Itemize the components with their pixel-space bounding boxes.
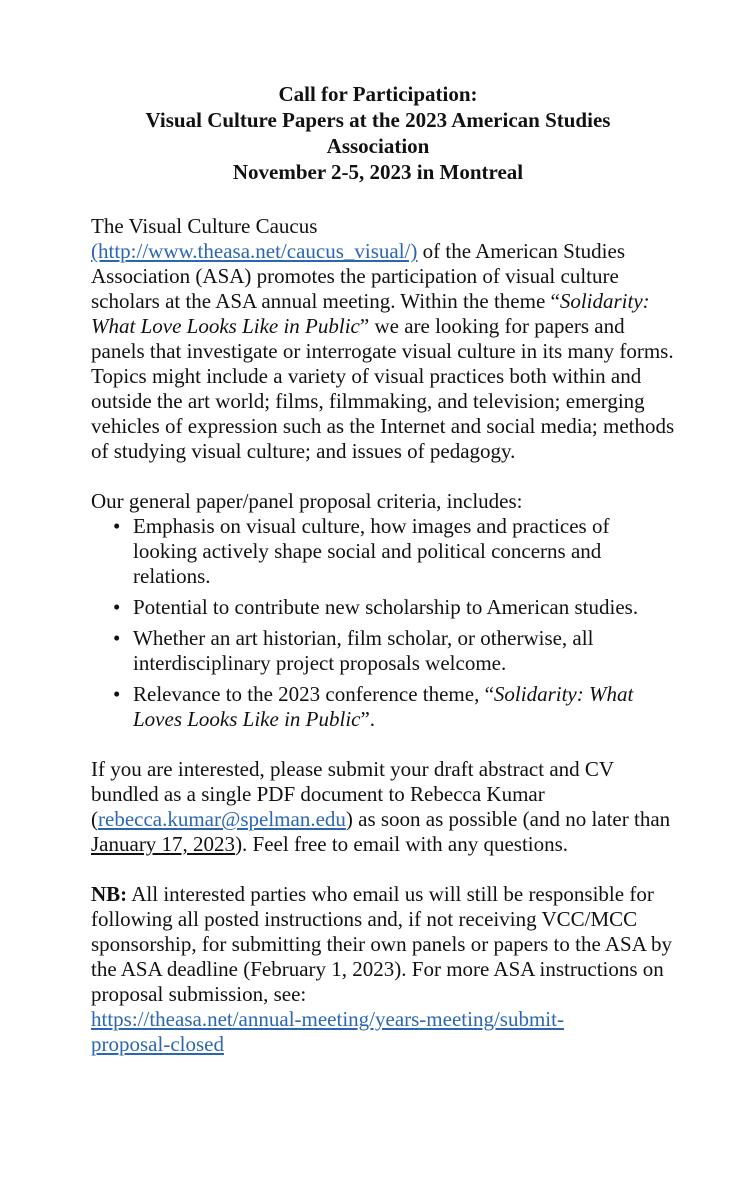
bullet-icon: • — [113, 682, 121, 706]
caucus-link[interactable]: (http://www.theasa.net/caucus_visual/) — [91, 239, 418, 263]
bullet-1-rest: looking actively shape social and political concerns and relations. — [133, 539, 602, 588]
bullet-4-end: ”. — [360, 707, 376, 731]
proposal-link-line-1[interactable]: https://theasa.net/annual-meeting/years-meeting/submit- — [91, 1007, 564, 1031]
criteria-bullet-2 — [91, 595, 681, 620]
email-link[interactable]: rebecca.kumar@spelman.edu — [98, 807, 346, 831]
note-paragraph — [91, 882, 681, 1057]
bullet-icon: • — [113, 595, 121, 619]
criteria-heading: Our general paper/panel proposal criteria, includes: — [91, 489, 523, 513]
note-label: NB: — [91, 882, 128, 906]
submit-text-1: If you are interested, please submit your draft abstract and CV bundled as a single PDF document to Rebecca Kumar ( — [91, 757, 614, 831]
deadline-date: January 17, 2023 — [91, 832, 236, 856]
bullet-icon: • — [113, 626, 121, 650]
intro-text-1: The Visual Culture Caucus — [91, 214, 318, 238]
criteria-bullet-1 — [91, 514, 681, 589]
title-line-4: November 2-5, 2023 in Montreal — [232, 160, 524, 184]
proposal-link[interactable] — [91, 1007, 564, 1056]
title-line-1: Call for Participation: — [278, 82, 478, 106]
bullet-4-theme-2: Loves Looks Like in Public — [133, 707, 361, 731]
criteria-bullet-3 — [91, 626, 681, 676]
submit-text-2: ) as soon as possible (and no later than — [345, 807, 671, 831]
bullet-1-first: Emphasis on visual culture, how images and practices of — [133, 514, 610, 538]
proposal-link-line-2[interactable]: proposal-closed — [91, 1032, 224, 1056]
bullet-4-text: Relevance to the 2023 conference theme, “ — [133, 682, 494, 706]
bullet-3-first: Whether an art historian, film scholar, or otherwise, all — [133, 626, 594, 650]
intro-text-3: ” we are looking for papers and panels that investigate or interrogate visual culture in its many forms. Topics might include a variety of visual practices both within and outside the art world; films, filmmaking, and television; emerging vehicles of expression such as the Internet and social media; methods of studying visual culture; and issues of pedagogy. — [91, 314, 675, 463]
submit-paragraph — [91, 757, 681, 857]
bullet-2-text: Potential to contribute new scholarship to American studies. — [133, 595, 639, 619]
document-body — [91, 214, 681, 1057]
bullet-4-theme-1: Solidarity: What — [493, 682, 634, 706]
note-text: All interested parties who email us will still be responsible for following all posted instructions and, if not receiving VCC/MCC sponsorship, for submitting their own panels or papers to the ASA by the ASA deadline (February 1, 2023). For more ASA instructions on proposal submission, see: — [91, 882, 672, 1006]
intro-theme: Solidarity: What Love Looks Like in Public — [91, 289, 650, 338]
submit-text-3: ). Feel free to email with any questions. — [235, 832, 569, 856]
intro-text-2: of the American Studies Association (ASA) promotes the participation of visual culture scholars at the ASA annual meeting. Within the theme “ — [91, 239, 626, 313]
title-line-3: Association — [326, 134, 430, 158]
document-title — [0, 81, 756, 185]
criteria-bullet-4 — [91, 682, 681, 732]
bullet-icon: • — [113, 514, 121, 538]
bullet-3-rest: interdisciplinary project proposals welcome. — [133, 651, 507, 675]
intro-paragraph — [91, 214, 681, 464]
title-line-2: Visual Culture Papers at the 2023 American Studies — [145, 108, 611, 132]
